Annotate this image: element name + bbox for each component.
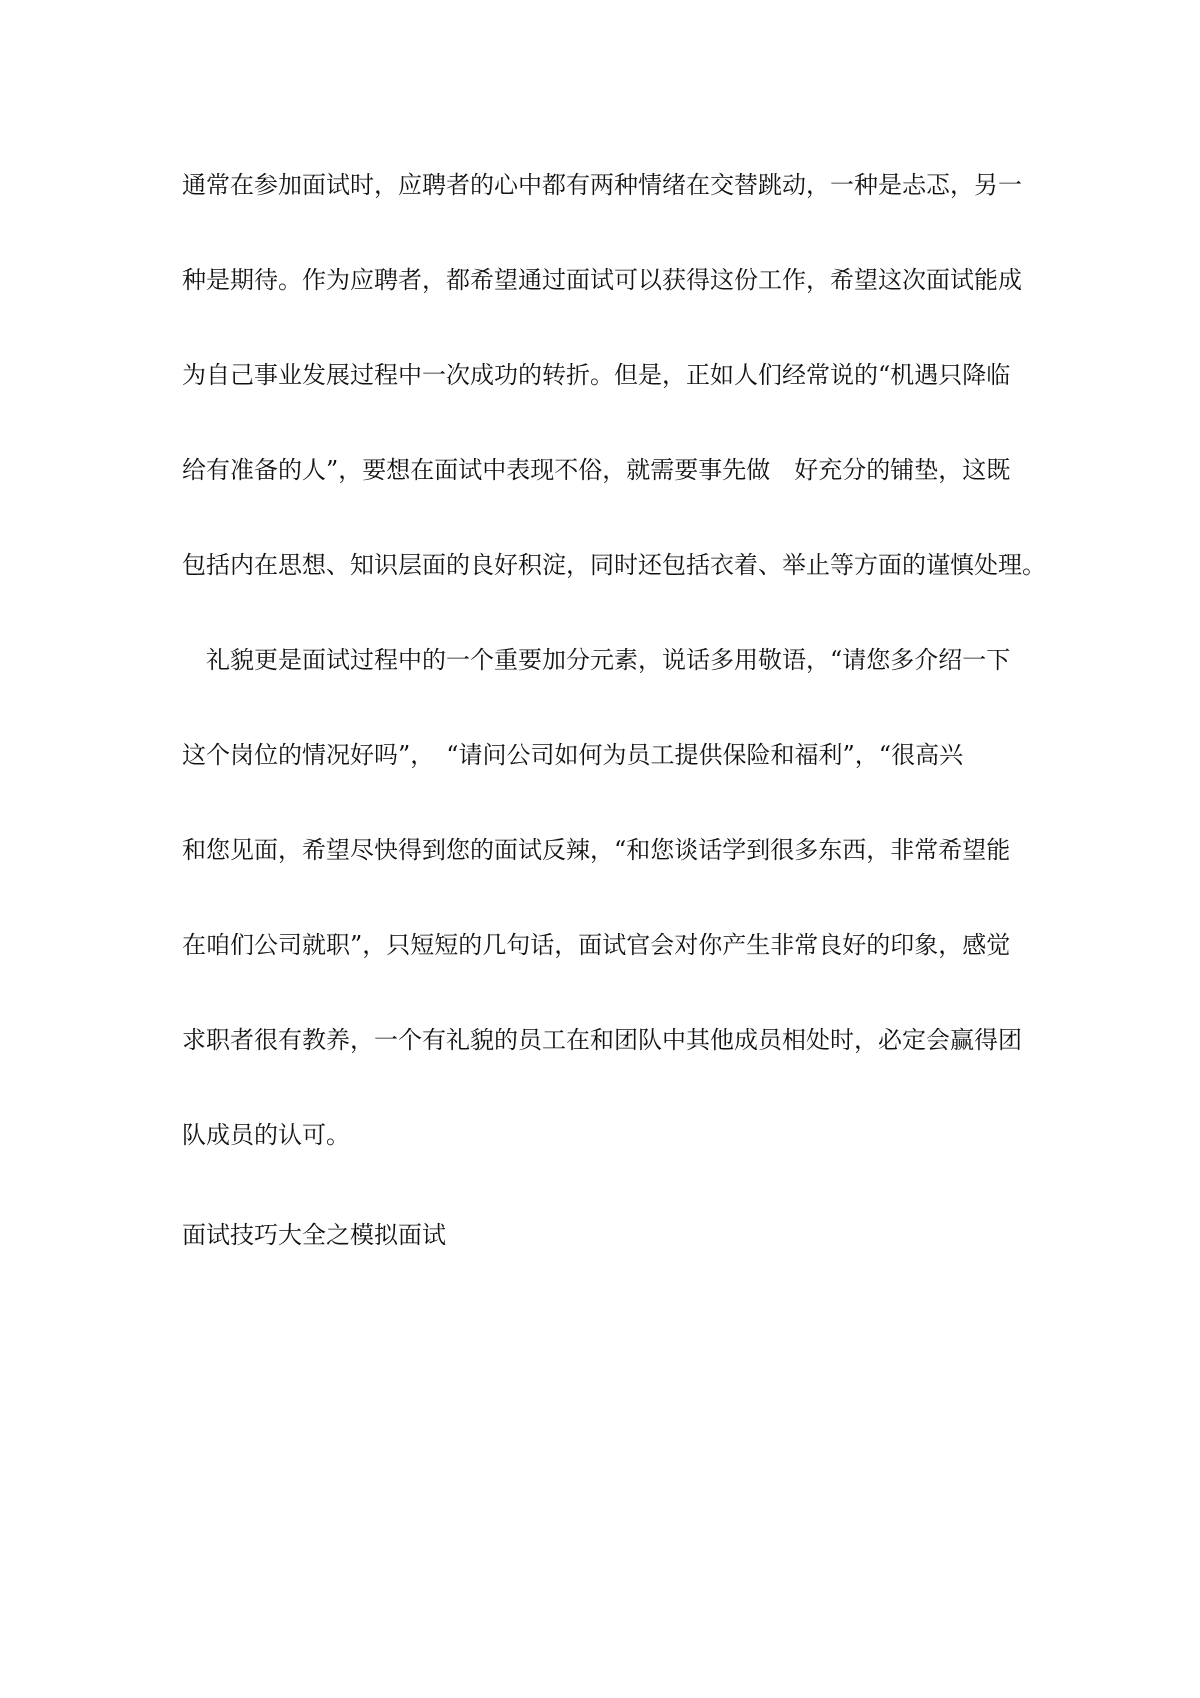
body-line-1: 通常在参加面试时，应聘者的心中都有两种情绪在交替跳动，一种是忐忑，另一: [182, 171, 1022, 199]
body-line-10: 求职者很有教养，一个有礼貌的员工在和团队中其他成员相处时，必定会赢得团: [182, 1026, 1022, 1054]
body-line-4: 给有准备的人”，要想在面试中表现不俗，就需要事先做 好充分的铺垫，这既: [182, 456, 1011, 484]
body-line-5: 包括内在思想、知识层面的良好积淀，同时还包括衣着、举止等方面的谨慎处理。: [182, 551, 1046, 579]
body-line-9: 在咱们公司就职”，只短短的几句话，面试官会对你产生非常良好的印象，感觉: [182, 931, 1011, 959]
body-line-6: 礼貌更是面试过程中的一个重要加分元素，说话多用敬语，“请您多介绍一下: [182, 646, 1011, 674]
body-line-8: 和您见面，希望尽快得到您的面试反辣，“和您谈话学到很多东西，非常希望能: [182, 836, 1011, 864]
section-heading: 面试技巧大全之模拟面试: [182, 1221, 446, 1249]
body-line-2: 种是期待。作为应聘者，都希望通过面试可以获得这份工作，希望这次面试能成: [182, 266, 1022, 294]
body-line-3: 为自己事业发展过程中一次成功的转折。但是，正如人们经常说的“机遇只降临: [182, 361, 1011, 389]
body-line-7: 这个岗位的情况好吗”， “请问公司如何为员工提供保险和福利”，“很高兴: [182, 741, 964, 769]
body-line-11: 队成员的认可。: [182, 1121, 350, 1149]
